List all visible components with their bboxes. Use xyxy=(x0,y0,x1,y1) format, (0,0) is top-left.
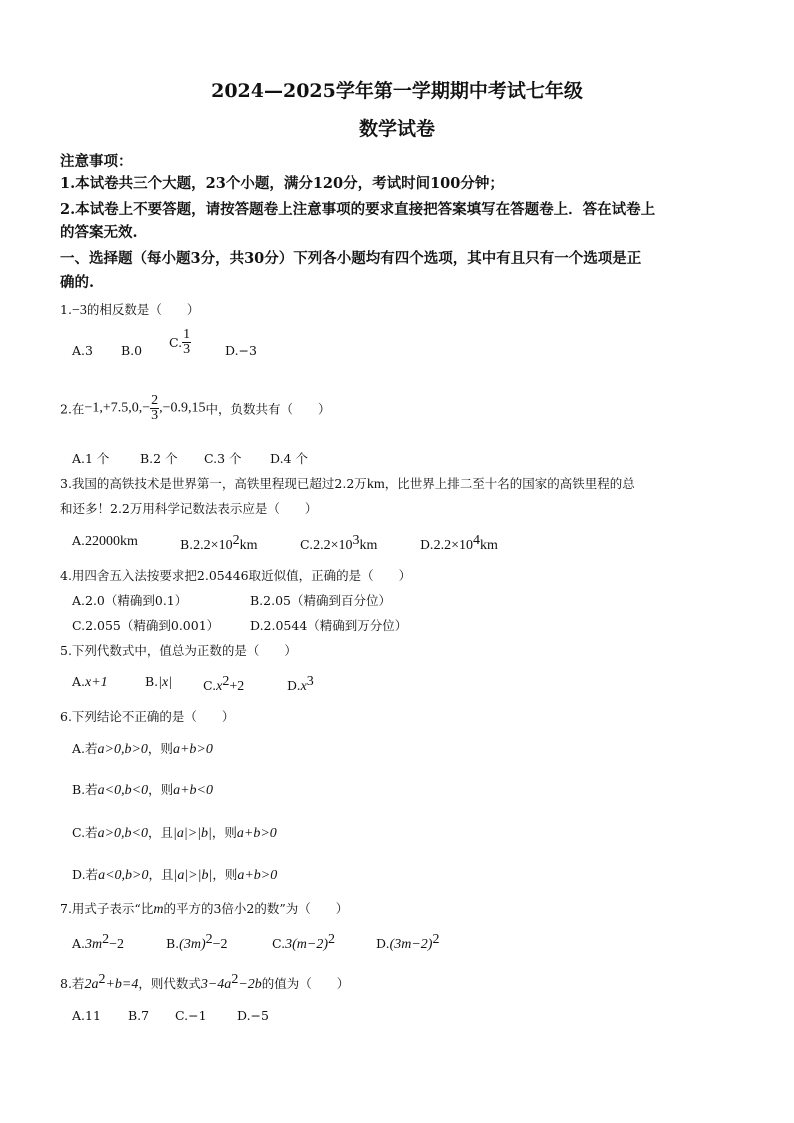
q7-option-d-exponent: 2 xyxy=(432,932,440,947)
q5-option-d-value: x xyxy=(300,679,307,695)
q5-option-c xyxy=(203,674,244,695)
exam-title: 2024—2025学年第一学期期中考试七年级 xyxy=(211,80,583,102)
q6-option-a-condition: a>0,b>0 xyxy=(97,742,148,757)
question-8-expr-exponent: 2 xyxy=(231,972,239,987)
q6-option-c-then: ，则 xyxy=(211,825,237,840)
q3-option-d-exponent: 4 xyxy=(472,533,480,548)
question-3-line-2: 和还多！2.2万用科学记数法表示应是（ ） xyxy=(60,501,318,516)
q5-option-b xyxy=(145,674,172,691)
q2-option-b: B.2 个 xyxy=(140,451,178,466)
q6-option-d xyxy=(72,865,277,884)
q6-option-c-and: ，且 xyxy=(148,825,174,840)
question-8-expr-tail: −2b xyxy=(238,977,262,993)
question-3-text-b: ，比世界上排二至十名的国家的高铁里程的总 xyxy=(384,476,635,491)
question-8-text-c: 的值为（ ） xyxy=(261,976,350,992)
q7-option-c-label: C. xyxy=(272,936,286,952)
notice-line-1: 1.本试卷共三个大题，23个小题，满分120分，考试时间100分钟； xyxy=(60,175,504,192)
q5-option-c-label: C. xyxy=(203,678,217,694)
q6-option-d-result: a+b>0 xyxy=(237,868,278,883)
q6-option-c-result: a+b>0 xyxy=(236,826,277,841)
q6-option-c xyxy=(72,823,277,842)
q3-option-d-value: 2.2×10 xyxy=(433,538,473,554)
q7-option-a-value: 3m xyxy=(85,937,103,953)
q6-option-d-label: D.若 xyxy=(72,867,99,882)
q7-option-d xyxy=(376,932,439,953)
q7-option-a-tail: −2 xyxy=(109,937,125,953)
question-8-expr: 3−4a xyxy=(200,977,232,993)
q3-option-b-exponent: 2 xyxy=(232,533,240,548)
question-2-math-a: −1,+7.5,0,− xyxy=(84,400,151,416)
q6-option-d-and: ，且 xyxy=(148,867,174,882)
question-3-text-a: 3.我国的高铁技术是世界第一，高铁里程现已超过2.2万 xyxy=(60,476,367,491)
question-7-text-b: 的平方的3倍小2的数”为（ ） xyxy=(163,901,349,916)
q6-option-c-condition: a>0,b<0 xyxy=(97,826,148,841)
q4-option-d: D.2.0544（精确到万分位） xyxy=(250,618,408,633)
question-3-line-1 xyxy=(60,474,635,493)
q7-option-a xyxy=(72,932,124,953)
q1-option-c-label: C. xyxy=(169,335,183,350)
fraction-denominator: 3 xyxy=(151,408,159,423)
question-7-stem xyxy=(60,899,348,918)
question-1-text: 的相反数是（ ） xyxy=(86,302,200,317)
question-1-math: −3 xyxy=(71,303,87,318)
q5-option-c-tail: +2 xyxy=(229,679,245,695)
q6-option-d-condition: a<0,b>0 xyxy=(98,868,149,883)
q6-option-a-then: ，则 xyxy=(147,741,173,756)
q6-option-b-then: ，则 xyxy=(148,782,174,797)
q1-option-c xyxy=(169,328,191,357)
question-8-stem xyxy=(60,972,349,993)
q3-option-c-exponent: 3 xyxy=(352,533,360,548)
q6-option-b-label: B.若 xyxy=(72,782,98,797)
question-1-number: 1. xyxy=(60,302,72,317)
question-8-text-a: 8.若 xyxy=(60,976,85,992)
q3-option-b-value: 2.2×10 xyxy=(193,538,233,554)
question-8-text-b: ，则代数式 xyxy=(138,976,201,992)
question-2-math-b: ,−0.9,15 xyxy=(159,400,206,416)
question-2-number: 2.在 xyxy=(60,401,85,417)
q7-option-d-value: (3m−2) xyxy=(389,937,433,953)
q1-option-a: A.3 xyxy=(72,343,93,358)
q5-option-a xyxy=(72,674,108,691)
q8-option-a: A.11 xyxy=(72,1008,101,1023)
question-4-stem: 4.用四舍五入法按要求把2.05446取近似值，正确的是（ ） xyxy=(60,568,412,583)
q3-option-b xyxy=(180,533,257,554)
section-1-heading-a: 一、选择题（每小题3分，共30分）下列各小题均有四个选项，其中有且只有一个选项是正 xyxy=(60,250,642,267)
q7-option-a-exponent: 2 xyxy=(102,932,110,947)
q3-option-a-value: 22000km xyxy=(85,534,138,549)
q7-option-b-label: B. xyxy=(166,936,180,952)
q5-option-c-value: x xyxy=(216,679,223,695)
q6-option-b xyxy=(72,780,213,799)
fraction-numerator: 2 xyxy=(151,393,159,408)
q7-option-b-tail: −2 xyxy=(212,937,228,953)
q2-option-d: D.4 个 xyxy=(270,451,308,466)
q3-option-b-unit: km xyxy=(239,538,258,554)
q4-option-b: B.2.05（精确到百分位） xyxy=(250,593,391,608)
question-6-stem: 6.下列结论不正确的是（ ） xyxy=(60,709,235,724)
q3-option-d-unit: km xyxy=(479,538,498,554)
q6-option-a-label: A.若 xyxy=(72,741,98,756)
q4-option-c: C.2.055（精确到0.001） xyxy=(72,618,220,633)
q1-option-d: D.−3 xyxy=(225,343,257,358)
question-7-text-a: 7.用式子表示“比 xyxy=(60,901,154,916)
q1-option-b: B.0 xyxy=(121,343,143,358)
question-2-stem xyxy=(60,394,331,423)
q7-option-b-exponent: 2 xyxy=(205,932,213,947)
q3-option-d xyxy=(420,533,498,554)
q7-option-c-value: 3(m−2) xyxy=(285,937,328,953)
section-1-heading-b: 确的. xyxy=(60,274,95,291)
q5-option-d-label: D. xyxy=(287,678,301,694)
q5-option-d xyxy=(287,674,314,695)
q6-option-d-absolute: |a|>|b| xyxy=(173,868,213,883)
notice-line-2a: 2.本试卷上不要答题，请按答题卷上注意事项的要求直接把答案填写在答题卷上．答在试卷上 xyxy=(60,201,656,218)
q3-option-c-unit: km xyxy=(359,538,378,554)
q5-option-c-exponent: 2 xyxy=(222,674,230,689)
fraction-denominator: 3 xyxy=(183,342,191,357)
q7-option-b xyxy=(166,932,228,953)
question-8-eq-exponent: 2 xyxy=(98,972,106,987)
q5-option-a-value: x+1 xyxy=(85,675,108,690)
q7-option-b-value: (3m) xyxy=(179,937,206,953)
q3-option-b-label: B. xyxy=(180,537,194,553)
question-7-variable: m xyxy=(153,902,164,917)
q3-option-d-label: D. xyxy=(420,537,434,553)
q6-option-b-result: a+b<0 xyxy=(173,783,213,798)
q4-option-a: A.2.0（精确到0.1） xyxy=(72,593,188,608)
q7-option-c-exponent: 2 xyxy=(327,932,335,947)
notice-heading: 注意事项： xyxy=(60,153,133,170)
q8-option-c: C.−1 xyxy=(175,1008,207,1023)
q6-option-a-result: a+b>0 xyxy=(172,742,213,757)
question-8-eq: 2a xyxy=(84,977,99,993)
q6-option-c-absolute: |a|>|b| xyxy=(173,826,212,841)
q6-option-b-condition: a<0,b<0 xyxy=(97,783,149,798)
question-2-text: 中，负数共有（ ） xyxy=(205,401,331,417)
q2-option-c: C.3 个 xyxy=(204,451,242,466)
q3-option-a-label: A. xyxy=(72,533,86,548)
q3-option-c-label: C. xyxy=(300,537,314,553)
q7-option-a-label: A. xyxy=(72,936,86,952)
q5-option-a-label: A. xyxy=(72,674,86,689)
q1-option-c-fraction xyxy=(182,328,191,357)
question-3-unit: km xyxy=(366,477,385,492)
exam-subtitle: 数学试卷 xyxy=(358,118,435,140)
q6-option-d-then: ，则 xyxy=(212,867,238,882)
q3-option-c-value: 2.2×10 xyxy=(313,538,353,554)
q6-option-c-label: C.若 xyxy=(72,825,98,840)
q6-option-a xyxy=(72,739,213,758)
notice-line-2b: 的答案无效. xyxy=(60,224,138,241)
q5-option-b-label: B. xyxy=(145,674,159,689)
q2-option-a: A.1 个 xyxy=(72,451,110,466)
q8-option-d: D.−5 xyxy=(237,1008,269,1023)
q5-option-b-value: |x| xyxy=(158,675,173,690)
question-5-stem: 5.下列代数式中，值总为正数的是（ ） xyxy=(60,643,297,658)
q8-option-b: B.7 xyxy=(128,1008,150,1023)
question-1-stem xyxy=(60,300,199,319)
q3-option-a xyxy=(72,533,138,550)
q5-option-d-exponent: 3 xyxy=(306,674,314,689)
fraction-numerator: 1 xyxy=(183,327,191,342)
question-2-fraction xyxy=(150,394,159,423)
q7-option-d-label: D. xyxy=(376,936,390,952)
q3-option-c xyxy=(300,533,377,554)
question-8-eq-tail: +b=4 xyxy=(105,977,139,993)
q7-option-c xyxy=(272,932,335,953)
